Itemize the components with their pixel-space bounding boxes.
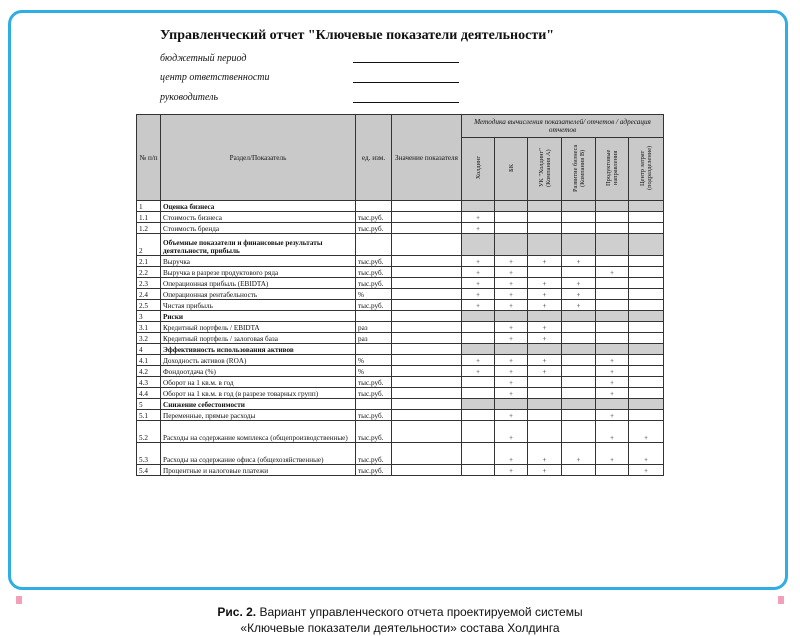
table-row — [137, 212, 664, 223]
table-row — [137, 465, 664, 476]
row-value — [392, 289, 462, 300]
recipient-mark: + — [495, 443, 528, 465]
recipient-mark: + — [495, 377, 528, 388]
recipient-mark: + — [562, 289, 596, 300]
row-value — [392, 344, 462, 355]
recipient-mark — [596, 212, 629, 223]
figure-caption — [0, 604, 800, 636]
row-number: 1 — [137, 201, 161, 212]
recipient-mark — [562, 212, 596, 223]
row-number: 1.2 — [137, 223, 161, 234]
row-value — [392, 399, 462, 410]
recipient-mark: + — [462, 355, 495, 366]
recipient-mark — [596, 278, 629, 289]
row-value — [392, 311, 462, 322]
recipient-mark: + — [495, 366, 528, 377]
recipient-mark — [562, 322, 596, 333]
meta-line-center — [353, 82, 459, 83]
row-indicator-name: Кредитный портфель / залоговая база — [161, 333, 356, 344]
caption-line1: Вариант управленческого отчета проектируемой системы — [259, 605, 583, 619]
recipient-mark — [562, 223, 596, 234]
recipient-mark — [629, 377, 664, 388]
recipient-mark — [528, 212, 562, 223]
recipient-mark — [562, 388, 596, 399]
meta-label-center: центр ответственности — [160, 72, 270, 83]
row-indicator-name: Кредитный портфель / EBIDTA — [161, 322, 356, 333]
recipient-mark: + — [528, 443, 562, 465]
recipient-mark — [629, 256, 664, 267]
row-unit: тыс.руб. — [356, 256, 392, 267]
meta-label-head: руководитель — [160, 92, 219, 103]
row-indicator-name: Доходность активов (ROA) — [161, 355, 356, 366]
row-indicator-name: Оборот на 1 кв.м. в год — [161, 377, 356, 388]
table-row — [137, 388, 664, 399]
row-number: 2 — [137, 234, 161, 256]
recipient-mark: + — [562, 256, 596, 267]
row-value — [392, 377, 462, 388]
row-unit: тыс.руб. — [356, 421, 392, 443]
recipient-mark — [596, 399, 629, 410]
recipient-mark: + — [596, 366, 629, 377]
recipient-mark: + — [462, 289, 495, 300]
row-indicator-name: Оценка бизнеса — [161, 201, 356, 212]
row-unit: тыс.руб. — [356, 388, 392, 399]
recipient-mark — [562, 465, 596, 476]
recipient-mark — [528, 421, 562, 443]
header-recipient: Развитие бизнеса (Компания В) — [562, 138, 596, 201]
recipient-mark — [562, 333, 596, 344]
recipient-mark — [562, 410, 596, 421]
recipient-mark — [629, 223, 664, 234]
recipient-mark — [528, 223, 562, 234]
kpi-report-table — [136, 114, 664, 476]
recipient-mark — [596, 311, 629, 322]
recipient-mark — [629, 366, 664, 377]
recipient-mark — [462, 377, 495, 388]
recipient-mark: + — [495, 300, 528, 311]
row-number: 5.3 — [137, 443, 161, 465]
table-row — [137, 256, 664, 267]
header-recipient: Холдинг — [462, 138, 495, 201]
recipient-mark: + — [495, 322, 528, 333]
row-indicator-name: Фондоотдача (%) — [161, 366, 356, 377]
recipient-mark — [495, 201, 528, 212]
row-value — [392, 388, 462, 399]
recipient-mark — [528, 311, 562, 322]
table-row — [137, 234, 664, 256]
recipient-mark — [562, 377, 596, 388]
recipient-mark — [596, 223, 629, 234]
recipient-mark — [629, 267, 664, 278]
row-number: 5.2 — [137, 421, 161, 443]
row-number: 4.3 — [137, 377, 161, 388]
recipient-mark — [629, 311, 664, 322]
recipient-mark — [462, 201, 495, 212]
row-indicator-name: Стоимость бизнеса — [161, 212, 356, 223]
row-unit — [356, 234, 392, 256]
table-row — [137, 366, 664, 377]
recipient-mark: + — [495, 421, 528, 443]
table-row — [137, 311, 664, 322]
recipient-mark: + — [528, 465, 562, 476]
row-unit — [356, 201, 392, 212]
row-indicator-name: Стоимость бренда — [161, 223, 356, 234]
table-row — [137, 333, 664, 344]
recipient-mark — [629, 322, 664, 333]
recipient-mark — [562, 421, 596, 443]
recipient-mark — [528, 377, 562, 388]
row-unit: раз — [356, 322, 392, 333]
recipient-mark — [462, 344, 495, 355]
row-indicator-name: Объемные показатели и финансовые результаты деятельности, прибыль — [161, 234, 356, 256]
row-value — [392, 410, 462, 421]
header-recipient: Центр затрат (подразделение) — [629, 138, 664, 201]
recipient-mark — [528, 399, 562, 410]
row-indicator-name: Риски — [161, 311, 356, 322]
recipient-mark — [495, 234, 528, 256]
header-no: № п/п — [137, 115, 161, 201]
row-indicator-name: Снижение себестоимости — [161, 399, 356, 410]
row-value — [392, 256, 462, 267]
table-row — [137, 322, 664, 333]
recipient-mark: + — [495, 278, 528, 289]
recipient-mark: + — [596, 421, 629, 443]
recipient-mark — [596, 234, 629, 256]
row-unit: тыс.руб. — [356, 223, 392, 234]
row-unit: тыс.руб. — [356, 267, 392, 278]
recipient-mark: + — [462, 256, 495, 267]
recipient-mark: + — [629, 443, 664, 465]
recipient-mark — [528, 201, 562, 212]
recipient-mark: + — [528, 289, 562, 300]
table-row — [137, 410, 664, 421]
recipient-mark — [596, 344, 629, 355]
caption-prefix: Рис. 2. — [217, 605, 257, 619]
recipient-mark: + — [495, 410, 528, 421]
recipient-mark — [462, 421, 495, 443]
recipient-mark — [528, 410, 562, 421]
report-title: Управленческий отчет "Ключевые показатели деятельности" — [160, 28, 555, 43]
row-number: 3.1 — [137, 322, 161, 333]
row-number: 4.4 — [137, 388, 161, 399]
row-indicator-name: Переменные, прямые расходы — [161, 410, 356, 421]
recipient-mark — [462, 322, 495, 333]
header-value: Значение показателя — [392, 115, 462, 201]
recipient-mark — [462, 443, 495, 465]
row-number: 4.1 — [137, 355, 161, 366]
header-recipient: УК "Холдинг" (Компания А) — [528, 138, 562, 201]
row-number: 5.4 — [137, 465, 161, 476]
recipient-mark — [629, 201, 664, 212]
row-indicator-name: Оборот на 1 кв.м. в год (в разрезе товарных групп) — [161, 388, 356, 399]
recipient-mark — [629, 388, 664, 399]
recipient-mark — [596, 333, 629, 344]
row-value — [392, 443, 462, 465]
row-number: 2.2 — [137, 267, 161, 278]
table-row — [137, 344, 664, 355]
row-unit — [356, 344, 392, 355]
recipient-mark — [495, 399, 528, 410]
row-number: 5.1 — [137, 410, 161, 421]
row-value — [392, 234, 462, 256]
recipient-mark — [462, 410, 495, 421]
recipient-mark: + — [596, 377, 629, 388]
recipient-mark — [562, 234, 596, 256]
recipient-mark: + — [495, 355, 528, 366]
header-recipient: Продуктовые направления — [596, 138, 629, 201]
row-unit: % — [356, 289, 392, 300]
recipient-mark — [629, 355, 664, 366]
row-number: 4 — [137, 344, 161, 355]
row-unit — [356, 311, 392, 322]
recipient-mark: + — [528, 366, 562, 377]
recipient-mark: + — [596, 267, 629, 278]
header-recipient: БК — [495, 138, 528, 201]
recipient-mark — [495, 212, 528, 223]
recipient-mark — [562, 267, 596, 278]
recipient-mark: + — [629, 421, 664, 443]
header-method: Методика вычисления показателей/ отчетов / адресация отчетов — [462, 115, 664, 138]
recipient-mark — [629, 410, 664, 421]
row-value — [392, 465, 462, 476]
recipient-mark — [528, 234, 562, 256]
row-indicator-name: Эффективность использования активов — [161, 344, 356, 355]
corner-mark-left — [16, 596, 22, 604]
row-unit: раз — [356, 333, 392, 344]
recipient-mark — [629, 344, 664, 355]
recipient-mark — [629, 399, 664, 410]
recipient-mark: + — [462, 278, 495, 289]
row-unit: тыс.руб. — [356, 443, 392, 465]
recipient-mark — [562, 311, 596, 322]
recipient-mark — [528, 267, 562, 278]
row-number: 1.1 — [137, 212, 161, 223]
recipient-mark: + — [495, 388, 528, 399]
recipient-mark: + — [495, 465, 528, 476]
row-unit — [356, 399, 392, 410]
header-name: Раздел/Показатель — [161, 115, 356, 201]
recipient-mark: + — [528, 300, 562, 311]
table-row — [137, 377, 664, 388]
recipient-mark — [629, 289, 664, 300]
row-value — [392, 421, 462, 443]
recipient-mark — [528, 344, 562, 355]
recipient-mark: + — [462, 212, 495, 223]
recipient-mark: + — [528, 322, 562, 333]
row-value — [392, 201, 462, 212]
table-row — [137, 399, 664, 410]
row-unit: тыс.руб. — [356, 212, 392, 223]
recipient-mark — [495, 311, 528, 322]
row-unit: % — [356, 366, 392, 377]
recipient-mark: + — [596, 355, 629, 366]
table-row — [137, 201, 664, 212]
recipient-mark: + — [528, 256, 562, 267]
table-row — [137, 421, 664, 443]
row-number: 5 — [137, 399, 161, 410]
recipient-mark: + — [596, 410, 629, 421]
recipient-mark — [462, 311, 495, 322]
meta-line-head — [353, 102, 459, 103]
recipient-mark — [596, 201, 629, 212]
recipient-mark — [629, 212, 664, 223]
row-value — [392, 322, 462, 333]
row-indicator-name: Расходы на содержание комплекса (общепроизводственные) — [161, 421, 356, 443]
row-number: 3 — [137, 311, 161, 322]
recipient-mark — [562, 355, 596, 366]
row-number: 2.4 — [137, 289, 161, 300]
row-indicator-name: Операционная рентабельность — [161, 289, 356, 300]
row-unit: тыс.руб. — [356, 278, 392, 289]
recipient-mark — [596, 322, 629, 333]
row-value — [392, 333, 462, 344]
row-value — [392, 355, 462, 366]
table-row — [137, 443, 664, 465]
recipient-mark — [462, 465, 495, 476]
recipient-mark: + — [528, 278, 562, 289]
meta-line-period — [353, 62, 459, 63]
row-value — [392, 278, 462, 289]
recipient-mark — [562, 399, 596, 410]
recipient-mark — [629, 333, 664, 344]
recipient-mark — [462, 333, 495, 344]
row-number: 4.2 — [137, 366, 161, 377]
row-indicator-name: Операционная прибыль (EBIDTA) — [161, 278, 356, 289]
recipient-mark — [528, 388, 562, 399]
recipient-mark: + — [562, 300, 596, 311]
row-indicator-name: Процентные и налоговые платежи — [161, 465, 356, 476]
recipient-mark: + — [562, 278, 596, 289]
row-number: 2.3 — [137, 278, 161, 289]
row-number: 2.5 — [137, 300, 161, 311]
recipient-mark: + — [495, 267, 528, 278]
recipient-mark: + — [596, 443, 629, 465]
recipient-mark: + — [528, 355, 562, 366]
recipient-mark — [562, 201, 596, 212]
recipient-mark — [462, 399, 495, 410]
recipient-mark: + — [462, 366, 495, 377]
recipient-mark — [629, 234, 664, 256]
row-indicator-name: Расходы на содержание офиса (общехозяйственные) — [161, 443, 356, 465]
recipient-mark — [495, 223, 528, 234]
corner-mark-right — [778, 596, 784, 604]
row-unit: тыс.руб. — [356, 300, 392, 311]
recipient-mark — [562, 366, 596, 377]
row-unit: тыс.руб. — [356, 410, 392, 421]
recipient-mark — [462, 234, 495, 256]
recipient-mark — [629, 278, 664, 289]
table-row — [137, 289, 664, 300]
recipient-mark — [562, 344, 596, 355]
meta-label-period: бюджетный период — [160, 53, 247, 64]
recipient-mark: + — [462, 300, 495, 311]
row-value — [392, 267, 462, 278]
caption-line2: «Ключевые показатели деятельности» состава Холдинга — [240, 621, 560, 635]
table-row — [137, 278, 664, 289]
row-unit: тыс.руб. — [356, 377, 392, 388]
row-number: 2.1 — [137, 256, 161, 267]
table-row — [137, 267, 664, 278]
recipient-mark — [596, 465, 629, 476]
recipient-mark: + — [495, 289, 528, 300]
recipient-mark — [596, 300, 629, 311]
table-row — [137, 355, 664, 366]
table-row — [137, 300, 664, 311]
recipient-mark — [495, 344, 528, 355]
header-unit: ед. изм. — [356, 115, 392, 201]
row-value — [392, 223, 462, 234]
recipient-mark: + — [462, 223, 495, 234]
recipient-mark — [596, 256, 629, 267]
recipient-mark: + — [462, 267, 495, 278]
recipient-mark — [462, 388, 495, 399]
row-value — [392, 300, 462, 311]
row-indicator-name: Чистая прибыль — [161, 300, 356, 311]
row-indicator-name: Выручка в разрезе продуктового ряда — [161, 267, 356, 278]
recipient-mark: + — [495, 333, 528, 344]
recipient-mark — [629, 300, 664, 311]
row-indicator-name: Выручка — [161, 256, 356, 267]
recipient-mark: + — [562, 443, 596, 465]
recipient-mark: + — [528, 333, 562, 344]
recipient-mark: + — [495, 256, 528, 267]
row-number: 3.2 — [137, 333, 161, 344]
recipient-mark — [596, 289, 629, 300]
recipient-mark: + — [596, 388, 629, 399]
row-unit: тыс.руб. — [356, 465, 392, 476]
row-value — [392, 366, 462, 377]
recipient-mark: + — [629, 465, 664, 476]
row-unit: % — [356, 355, 392, 366]
table-row — [137, 223, 664, 234]
row-value — [392, 212, 462, 223]
